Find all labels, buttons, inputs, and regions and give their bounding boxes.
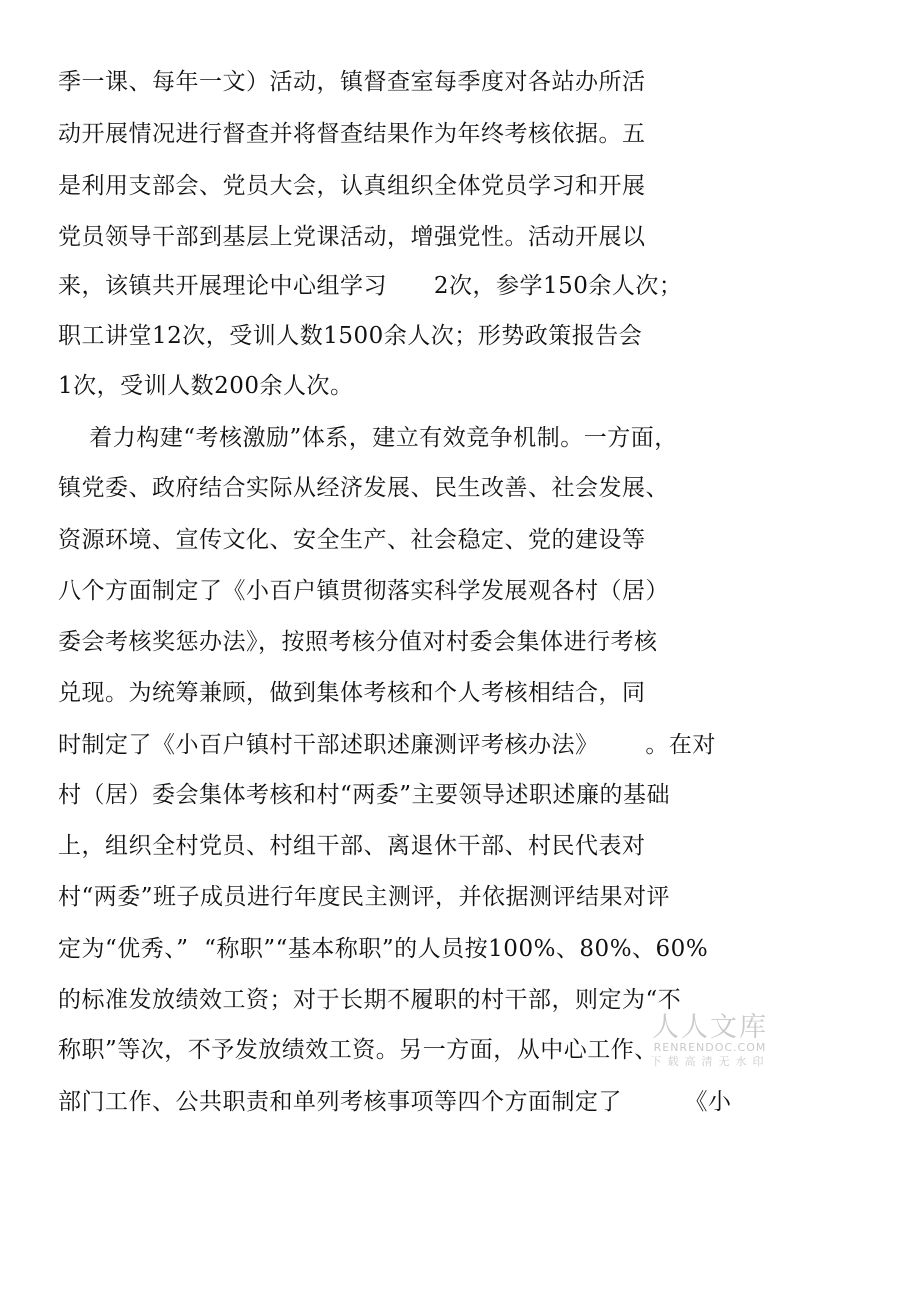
watermark-url: RENRENDOC.COM <box>653 1041 767 1054</box>
text-line: 镇党委、政府结合实际从经济发展、民生改善、社会发展、 <box>58 475 669 501</box>
text-line: 职工讲堂12次，受训人数1500余人次；形势政策报告会 <box>58 323 643 349</box>
text-line: 委会考核奖惩办法》，按照考核分值对村委会集体进行考核 <box>58 629 658 655</box>
text-line: 部门工作、公共职责和单列考核事项等四个方面制定了 《小 <box>58 1089 732 1115</box>
watermark-subtitle: 下载高清无水印 <box>650 1055 770 1068</box>
text-line: 1次，受训人数200余人次。 <box>58 373 354 399</box>
text-line: 动开展情况进行督查并将督查结果作为年终考核依据。五 <box>58 121 646 147</box>
text-line: 的标准发放绩效工资；对于长期不履职的村干部，则定为“不 <box>58 987 682 1013</box>
text-line: 资源环境、宣传文化、安全生产、社会稳定、党的建设等 <box>58 527 646 553</box>
text-line: 村“两委”班子成员进行年度民主测评，并依据测评结果对评 <box>58 884 671 910</box>
text-line: 是利用支部会、党员大会，认真组织全体党员学习和开展 <box>58 173 646 199</box>
text-line: 兑现。为统筹兼顾，做到集体考核和个人考核相结合，同 <box>58 680 646 706</box>
text-line: 季一课、每年一文）活动，镇督查室每季度对各站办所活 <box>58 69 646 95</box>
text-line: 上，组织全村党员、村组干部、离退休干部、村民代表对 <box>58 833 646 859</box>
text-line: 村（居）委会集体考核和村“两委”主要领导述职述廉的基础 <box>58 782 671 808</box>
text-line: 称职”等次，不予发放绩效工资。另一方面，从中心工作、 <box>58 1037 658 1063</box>
text-line: 八个方面制定了《小百户镇贯彻落实科学发展观各村（居） <box>58 578 669 604</box>
watermark <box>645 1012 775 1069</box>
text-line: 着力构建“考核激励”体系，建立有效竞争机制。一方面， <box>58 425 678 451</box>
text-line: 时制定了《小百户镇村干部述职述廉测评考核办法》 。在对 <box>58 732 716 758</box>
text-line: 来，该镇共开展理论中心组学习 2次，参学150余人次； <box>58 273 683 299</box>
watermark-title: 人人文库 <box>652 1012 768 1043</box>
text-line: 定为“优秀、” “称职”“基本称职”的人员按100%、80%、60% <box>58 936 709 962</box>
text-line: 党员领导干部到基层上党课活动，增强党性。活动开展以 <box>58 224 646 250</box>
